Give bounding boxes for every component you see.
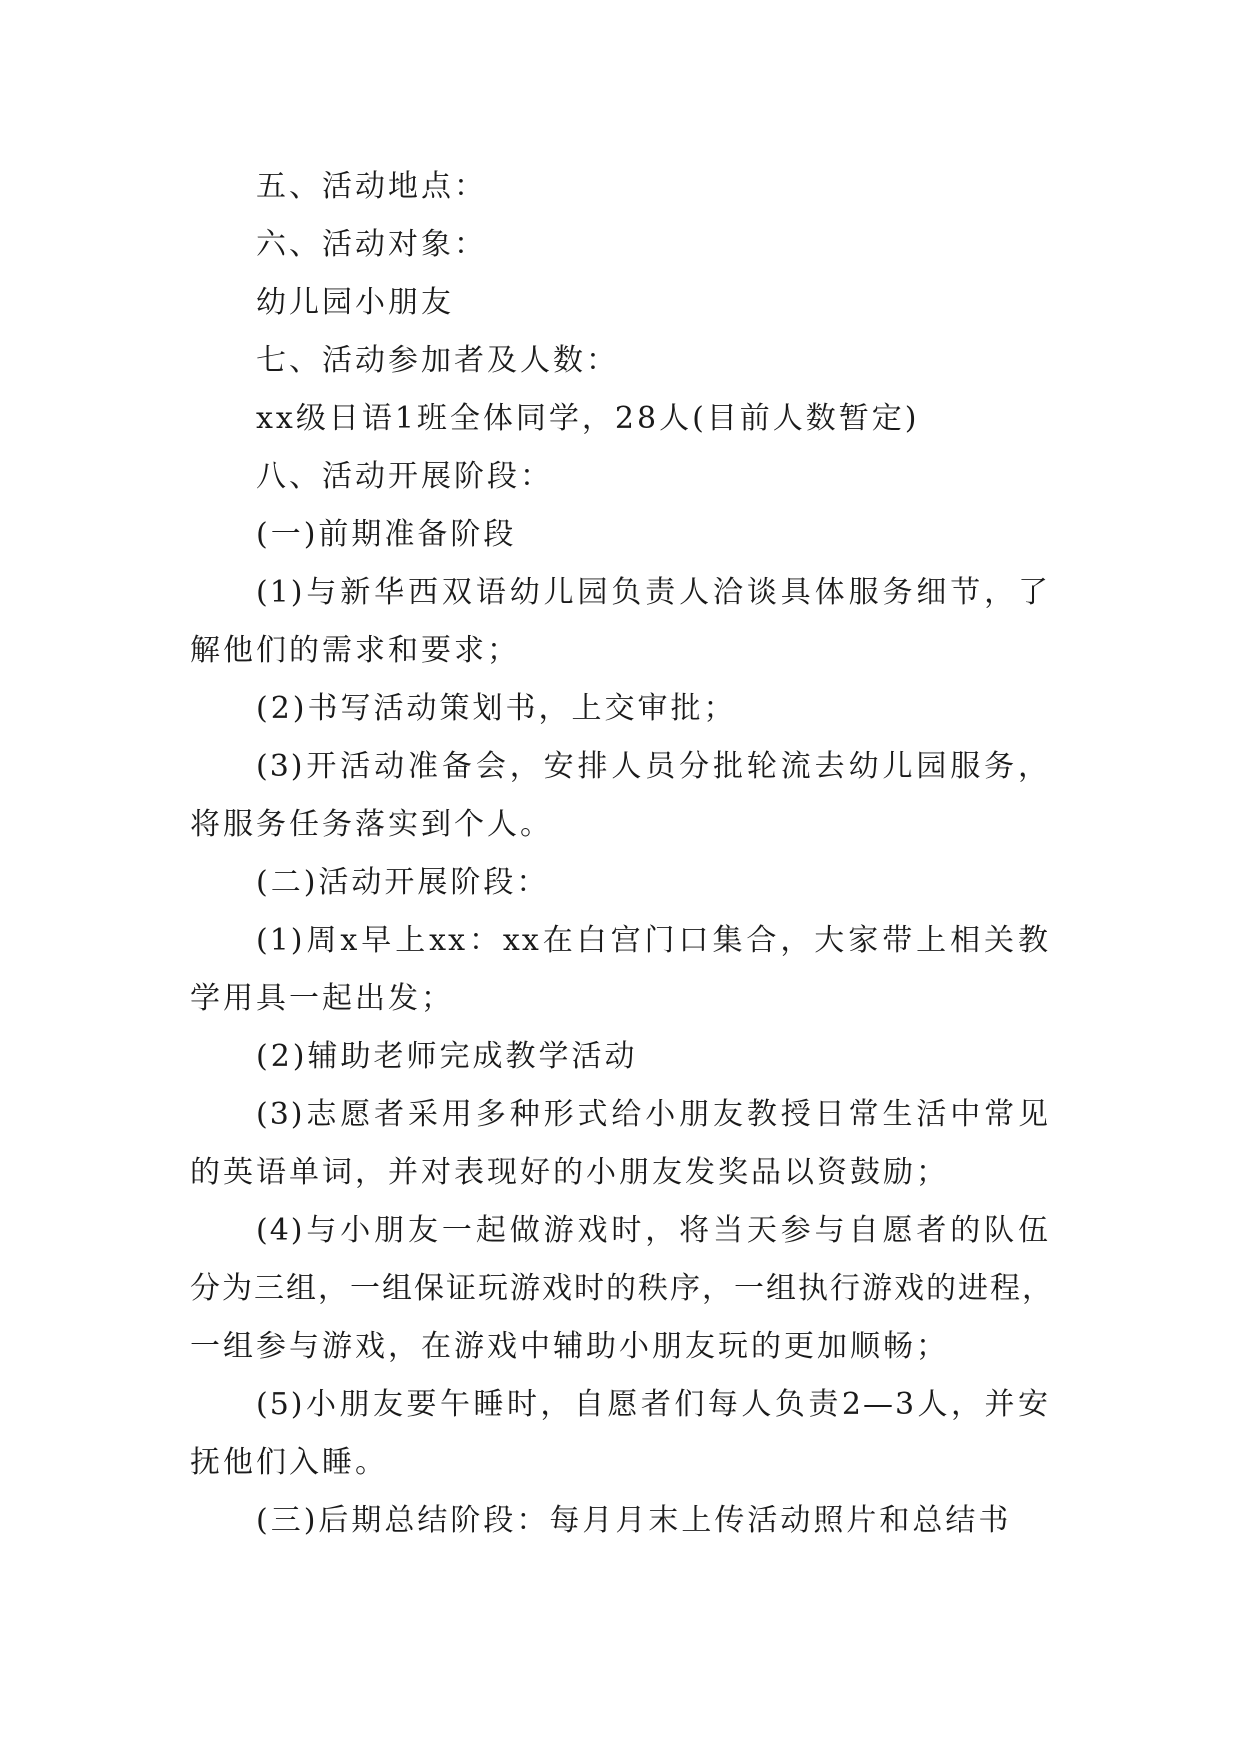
- paragraph-line: 七、活动参加者及人数：: [256, 343, 619, 378]
- paragraph-line: 将服务任务落实到个人。: [190, 807, 553, 842]
- paragraph-line: (3)志愿者采用多种形式给小朋友教授日常生活中常见: [256, 1097, 1050, 1132]
- paragraph-line: (3)开活动准备会，安排人员分批轮流去幼儿园服务，: [256, 749, 1050, 784]
- paragraph-line: (4)与小朋友一起做游戏时，将当天参与自愿者的队伍: [256, 1213, 1050, 1248]
- paragraph-line: 八、活动开展阶段：: [256, 459, 553, 494]
- paragraph-line: 学用具一起出发；: [190, 981, 454, 1016]
- paragraph-line: 解他们的需求和要求；: [190, 633, 520, 668]
- paragraph-line: 抚他们入睡。: [190, 1445, 388, 1480]
- paragraph-line: (2)书写活动策划书，上交审批；: [256, 691, 737, 726]
- paragraph-line: 五、活动地点：: [256, 169, 487, 204]
- paragraph-line: 六、活动对象：: [256, 227, 487, 262]
- paragraph-line: 分为三组，一组保证玩游戏时的秩序，一组执行游戏的进程，: [190, 1271, 1054, 1306]
- paragraph-line: (1)与新华西双语幼儿园负责人洽谈具体服务细节，了: [256, 575, 1050, 610]
- paragraph-line: 幼儿园小朋友: [256, 285, 454, 320]
- paragraph-line: (一)前期准备阶段: [256, 517, 517, 552]
- paragraph-line: (二)活动开展阶段：: [256, 865, 550, 900]
- paragraph-line: (5)小朋友要午睡时，自愿者们每人负责2—3人，并安: [256, 1387, 1050, 1422]
- paragraph-line: 一组参与游戏，在游戏中辅助小朋友玩的更加顺畅；: [190, 1329, 949, 1364]
- document-body: [190, 158, 1054, 1550]
- paragraph-line: 的英语单词，并对表现好的小朋友发奖品以资鼓励；: [190, 1155, 949, 1190]
- paragraph-line: (三)后期总结阶段：每月月末上传活动照片和总结书: [256, 1503, 1012, 1538]
- paragraph-line: xx级日语1班全体同学，28人(目前人数暂定): [256, 401, 920, 436]
- paragraph-line: (1)周x早上xx：xx在白宫门口集合，大家带上相关教: [256, 923, 1050, 958]
- paragraph-line: (2)辅助老师完成教学活动: [256, 1039, 638, 1074]
